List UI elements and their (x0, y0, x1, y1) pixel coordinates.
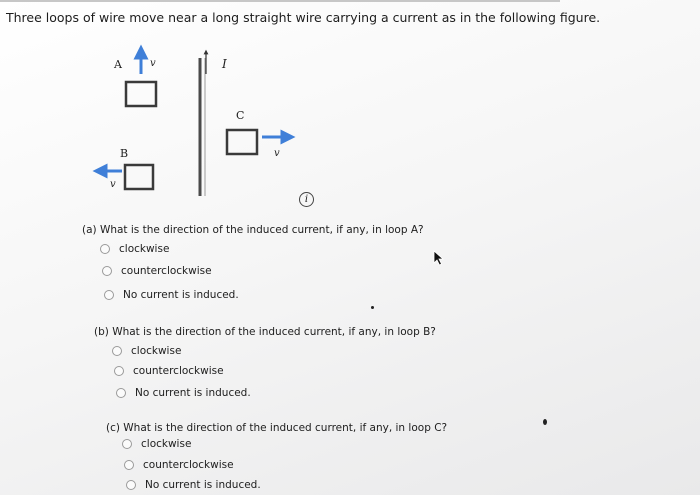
part-b-prompt: (b) What is the direction of the induced current, if any, in loop B? (94, 326, 436, 338)
radio-button-icon[interactable] (114, 366, 124, 376)
cursor-arrow-icon (433, 250, 445, 266)
loop-b-velocity-label: v (110, 179, 116, 190)
part-b-option-no-current[interactable] (116, 387, 251, 399)
loop-c-label: C (236, 109, 245, 122)
straight-wire (200, 58, 205, 196)
current-label: I (222, 57, 227, 71)
question-title: Three loops of wire move near a long straight wire carrying a current as in the following figure. (6, 10, 601, 25)
part-c-option-no-current[interactable] (126, 479, 261, 491)
part-a-option-clockwise[interactable] (100, 243, 169, 255)
info-icon-glyph: i (304, 194, 309, 205)
part-c-option-counterclockwise[interactable] (124, 459, 234, 471)
radio-button-icon[interactable] (124, 460, 134, 470)
part-a-prompt: (a) What is the direction of the induced current, if any, in loop A? (82, 224, 424, 236)
radio-button-icon[interactable] (104, 290, 114, 300)
option-label: clockwise (141, 438, 192, 450)
option-label: counterclockwise (133, 365, 224, 377)
radio-button-icon[interactable] (126, 480, 136, 490)
option-label: clockwise (131, 345, 182, 357)
part-c-option-clockwise[interactable] (122, 438, 191, 450)
radio-button-icon[interactable] (116, 388, 126, 398)
radio-button-icon[interactable] (122, 439, 132, 449)
option-label: No current is induced. (135, 387, 251, 399)
part-c-prompt: (c) What is the direction of the induced current, if any, in loop C? (106, 422, 448, 434)
loop-a (126, 82, 156, 106)
loop-b-label: B (120, 147, 129, 160)
screen-speck (371, 306, 374, 309)
screen-speck (543, 419, 547, 425)
part-a-option-no-current[interactable] (104, 289, 239, 301)
option-label: No current is induced. (123, 289, 239, 301)
loop-c (227, 130, 257, 154)
info-icon[interactable] (299, 192, 314, 207)
loop-c-velocity-label: v (274, 148, 280, 159)
part-a-option-counterclockwise[interactable] (102, 265, 212, 277)
radio-button-icon[interactable] (112, 346, 122, 356)
loop-a-label: A (114, 58, 122, 71)
radio-button-icon[interactable] (100, 244, 110, 254)
loop-b (125, 165, 153, 189)
loop-a-velocity-label: v (150, 58, 156, 69)
option-label: counterclockwise (143, 459, 234, 471)
part-b-option-counterclockwise[interactable] (114, 365, 224, 377)
part-b-option-clockwise[interactable] (112, 345, 181, 357)
option-label: counterclockwise (121, 265, 212, 277)
option-label: clockwise (119, 243, 170, 255)
option-label: No current is induced. (145, 479, 261, 491)
radio-button-icon[interactable] (102, 266, 112, 276)
